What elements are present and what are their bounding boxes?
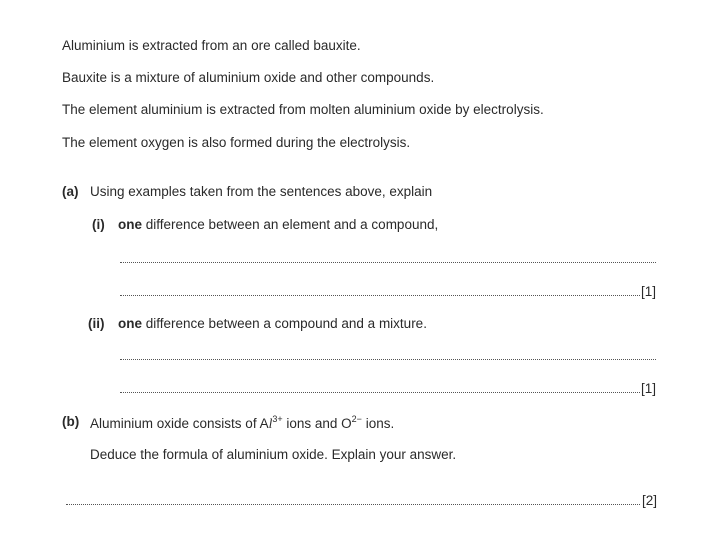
- part-b-text-suffix: ions.: [361, 416, 395, 431]
- intro-line-1: Aluminium is extracted from an ore called bauxite.: [62, 38, 361, 53]
- part-a-ii-text: difference between a compound and a mixture.: [142, 316, 427, 331]
- answer-line-b[interactable]: [66, 504, 640, 505]
- answer-line-a-i-1[interactable]: [120, 262, 656, 263]
- part-b-label: (b): [62, 414, 80, 429]
- emphasis-one: one: [118, 217, 143, 232]
- al-symbol: l: [268, 416, 273, 431]
- mark-b: [2]: [642, 493, 658, 508]
- al-charge: 3+: [272, 414, 283, 424]
- part-a-i-question: [118, 217, 438, 232]
- part-b-statement: [90, 414, 394, 432]
- part-b-text-prefix: Aluminium oxide consists of A: [90, 416, 269, 431]
- part-a-i-text: difference between an element and a compound,: [142, 217, 439, 232]
- intro-line-2: Bauxite is a mixture of aluminium oxide and other compounds.: [62, 70, 435, 85]
- intro-line-4: The element oxygen is also formed during the electrolysis.: [62, 135, 411, 150]
- mark-a-ii: [1]: [641, 381, 657, 396]
- part-b-text-mid: ions and O: [282, 416, 352, 431]
- o-charge: 2−: [351, 414, 362, 424]
- mark-a-i: [1]: [641, 284, 657, 299]
- intro-line-3: The element aluminium is extracted from molten aluminium oxide by electrolysis.: [62, 102, 544, 117]
- answer-line-a-i-2[interactable]: [120, 295, 640, 296]
- answer-line-a-ii-2[interactable]: [120, 392, 640, 393]
- part-b-deduce: Deduce the formula of aluminium oxide. Explain your answer.: [90, 447, 457, 462]
- part-a-i-label: (i): [92, 217, 105, 232]
- answer-line-a-ii-1[interactable]: [120, 359, 656, 360]
- part-a-ii-question: [118, 316, 427, 331]
- part-a-label: (a): [62, 184, 79, 199]
- part-a-ii-label: (ii): [88, 316, 105, 331]
- part-a-prompt: Using examples taken from the sentences above, explain: [90, 184, 433, 199]
- emphasis-one: one: [118, 316, 143, 331]
